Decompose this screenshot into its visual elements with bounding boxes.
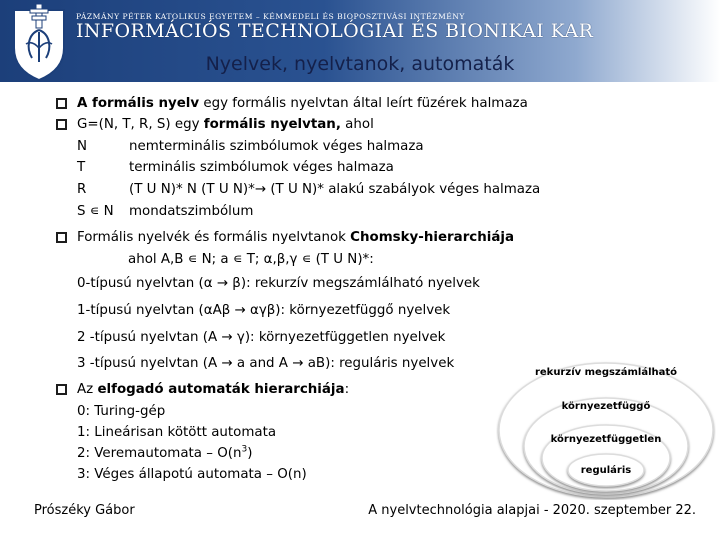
chomsky-ellipse-diagram <box>496 358 716 500</box>
def-row-t <box>77 160 394 176</box>
automata-colon: : <box>344 382 350 397</box>
bullet-formal-language <box>77 96 528 112</box>
bullet-icon <box>56 98 67 109</box>
grammar-type-1: 1-típusú nyelvtan (αAβ → αγβ): környezetfüggő nyelvek <box>77 303 451 318</box>
bullet-chomsky <box>77 230 514 246</box>
label-regular: reguláris <box>580 465 632 476</box>
automaton-2-exponent: 3 <box>241 444 248 455</box>
def-symbol: T <box>77 160 86 175</box>
def-symbol: N <box>77 139 88 154</box>
automaton-2-close: ) <box>247 446 253 461</box>
label-context-free: környezetfüggetlen <box>550 434 662 445</box>
def-row-n <box>77 139 424 155</box>
automaton-1: 1: Lineárisan kötött automata <box>77 425 277 440</box>
def-description: terminális szimbólumok véges halmaza <box>129 160 394 175</box>
label-context-sensitive: környezetfüggő <box>561 401 651 412</box>
bullet-icon <box>56 119 67 130</box>
def-description: (T U N)* N (T U N)*→ (T U N)* alakú szabályok véges halmaza <box>129 182 541 197</box>
footer-author: Prószéky Gábor <box>34 503 135 518</box>
grammar-tuple: G=(N, T, R, S) egy <box>77 117 204 132</box>
grammar-rest: ahol <box>340 117 374 132</box>
term-automata-hierarchy: elfogadó automaták hierarchiája <box>97 382 345 397</box>
bullet-formal-grammar <box>77 117 374 133</box>
definition-text: egy formális nyelvtan által leírt füzérek halmaza <box>199 96 528 111</box>
def-symbol: S ∊ N <box>77 204 114 219</box>
label-recursive: rekurzív megszámlálható <box>534 367 678 378</box>
grammar-type-3: 3 -típusú nyelvtan (A → a and A → aB): reguláris nyelvek <box>77 356 455 371</box>
term-formal-grammar: formális nyelvtan, <box>203 117 341 132</box>
automaton-3: 3: Véges állapotú automata – O(n) <box>77 467 307 482</box>
page-title: Nyelvek, nyelvtanok, automaták <box>205 53 515 75</box>
bullet-icon <box>56 384 67 395</box>
automaton-0: 0: Turing-gép <box>77 404 166 419</box>
grammar-type-0: 0-típusú nyelvtan (α → β): rekurzív megszámlálható nyelvek <box>77 276 480 291</box>
def-symbol: R <box>77 182 87 197</box>
automaton-2-text: 2: Veremautomata – O(n <box>77 446 242 461</box>
bullet-automata <box>77 382 349 398</box>
chomsky-pre: Formális nyelvék és formális nyelvtanok <box>77 230 351 245</box>
term-chomsky-hierarchy: Chomsky-hierarchiája <box>350 230 515 245</box>
bullet-icon <box>56 232 67 243</box>
chomsky-where: ahol A,B ∊ N; a ∊ T; α,β,γ ∊ (T U N)*: <box>128 252 374 267</box>
term-formal-language: A formális nyelv <box>77 96 200 111</box>
faculty-name: INFORMÁCIÓS TECHNOLÓGIAI ÉS BIONIKAI KAR <box>76 20 594 42</box>
def-row-r <box>77 182 541 198</box>
automata-pre: Az <box>77 382 98 397</box>
footer-course: A nyelvtechnológia alapjai - 2020. szeptember 22. <box>368 503 696 518</box>
def-description: nemterminális szimbólumok véges halmaza <box>129 139 424 154</box>
def-description: mondatszimbólum <box>129 204 254 219</box>
institution-name: PÁZMÁNY PÉTER KATOLIKUS EGYETEM – KÉMMEDELI ÉS BIOPOSZTIVÁSI INTÉZMÉNY <box>76 12 465 21</box>
grammar-type-2: 2 -típusú nyelvtan (A → γ): környezetfüggetlen nyelvek <box>77 330 446 345</box>
automaton-2 <box>77 446 252 462</box>
def-row-s <box>77 204 254 220</box>
